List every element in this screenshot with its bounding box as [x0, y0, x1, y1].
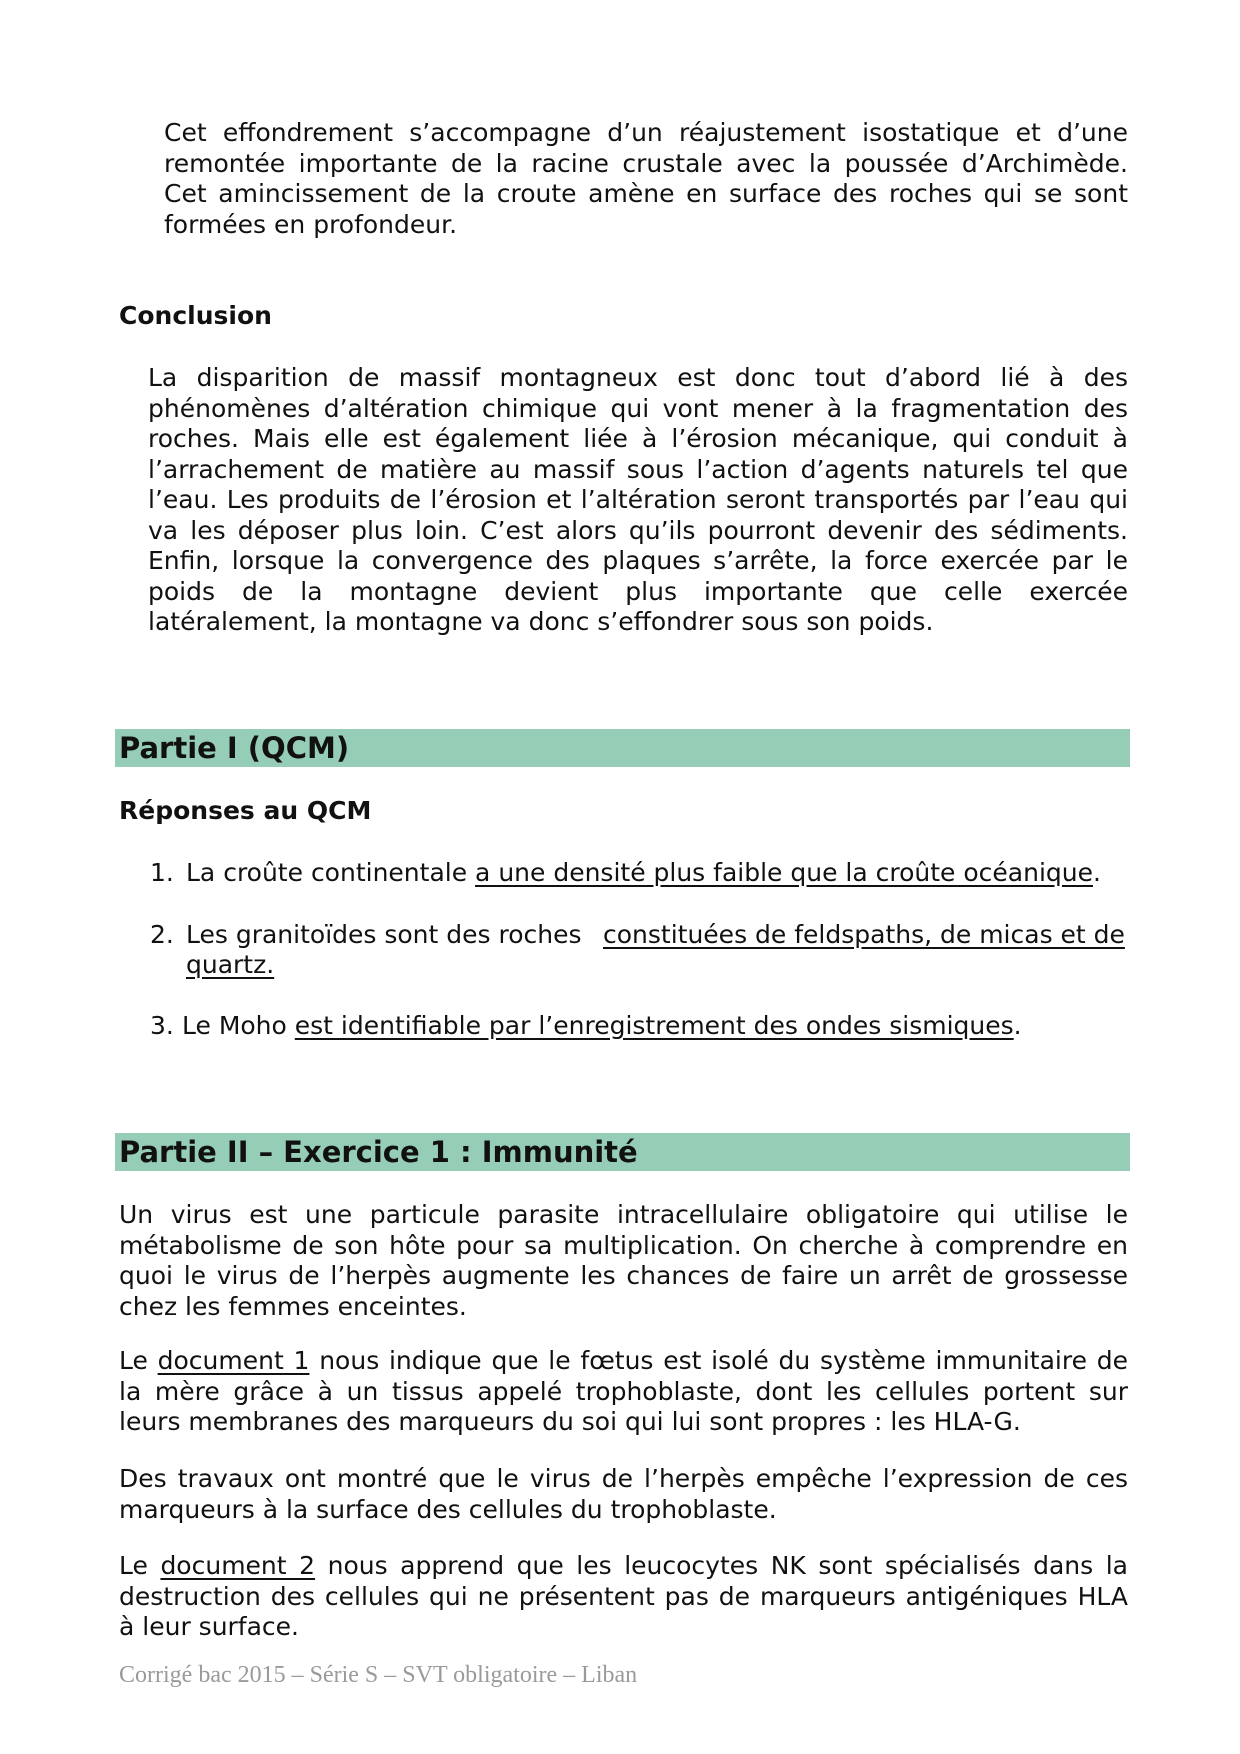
qcm-answer-1 [150, 858, 174, 889]
conclusion-heading: Conclusion [119, 301, 272, 330]
paragraph-text: nous indique que le fœtus est isolé du système immunitaire de la mère grâce à un tissus appelé trophoblaste, dont les cellules portent sur leurs membranes des marqueurs du soi qui lui sont propres : les HLA-G. [119, 1346, 1128, 1436]
qcm-number: 2. [150, 920, 174, 949]
qcm-answer-2-line2 [186, 950, 274, 981]
intro-paragraph: Cet effondrement s’accompagne d’un réajustement isostatique et d’une remontée importante de la racine crustale avec la poussée d’Archimède. Cet amincissement de la croute amène en surface des roches qui se sont formées en profondeur. [164, 118, 1128, 239]
partie2-paragraph-4 [119, 1551, 1128, 1643]
paragraph-prefix: Le [119, 1346, 158, 1375]
partie2-paragraph-1: Un virus est une particule parasite intracellulaire obligatoire qui utilise le métabolisme de son hôte pour sa multiplication. On cherche à comprendre en quoi le virus de l’herpès augmente les chances de faire un arrêt de grossesse chez les femmes enceintes. [119, 1200, 1128, 1321]
qcm-subheading: Réponses au QCM [119, 796, 372, 825]
partie1-header-band [115, 729, 1130, 767]
qcm-number: 3. [150, 1011, 174, 1040]
qcm-answer-2-line1 [603, 920, 1125, 951]
qcm-answer-2 [150, 920, 174, 951]
qcm-answer-1-text [186, 858, 1101, 889]
page-footer: Corrigé bac 2015 – Série S – SVT obligatoire – Liban [119, 1662, 638, 1688]
conclusion-paragraph: La disparition de massif montagneux est donc tout d’abord lié à des phénomènes d’altération chimique qui vont mener à la fragmentation des roches. Mais elle est également liée à l’érosion mécanique, qui conduit à l’arrachement de matière au massif sous l’action d’agents naturels tel que l’eau. Les produits de l’érosion et l’altération seront transportés par l’eau qui va les déposer plus loin. C’est alors qu’ils pourront devenir des sédiments. Enfin, lorsque la convergence des plaques s’arrête, la force exercée par le poids de la montagne devient plus importante que celle exercée latéralement, la montagne va donc s’effondrer sous son poids. [148, 363, 1128, 636]
document-2-reference: document 2 [160, 1551, 316, 1580]
qcm-answer-text: constituées de feldspaths, de micas et de [603, 920, 1125, 949]
paragraph-text: nous apprend que les leucocytes NK sont spécialisés dans la destruction des cellules qui ne présentent pas de marqueurs antigéniques HLA à leur surface. [119, 1551, 1128, 1641]
paragraph-prefix: Le [119, 1551, 161, 1580]
qcm-punctuation: . [1093, 858, 1101, 887]
qcm-answer-text: est identifiable par l’enregistrement des ondes sismiques [294, 1011, 1014, 1040]
qcm-answer-text: a une densité plus faible que la croûte océanique [475, 858, 1093, 887]
partie2-paragraph-3: Des travaux ont montré que le virus de l’herpès empêche l’expression de ces marqueurs à la surface des cellules du trophoblaste. [119, 1464, 1128, 1524]
partie2-header-band [115, 1133, 1130, 1171]
qcm-question-text: Le Moho [182, 1011, 295, 1040]
qcm-number: 1. [150, 858, 174, 887]
qcm-answer-3 [150, 1011, 174, 1042]
qcm-question-text: La croûte continentale [186, 858, 476, 887]
qcm-punctuation: . [1013, 1011, 1022, 1040]
qcm-answer-text-continued: quartz. [186, 950, 275, 979]
qcm-answer-3-text [182, 1011, 1022, 1042]
qcm-answer-2-text [186, 920, 589, 951]
document-1-reference: document 1 [157, 1346, 310, 1375]
partie2-title: Partie II – Exercice 1 : Immunité [119, 1135, 638, 1169]
qcm-question-text: Les granitoïdes sont des roches [186, 920, 590, 949]
partie1-title: Partie I (QCM) [119, 731, 350, 765]
partie2-paragraph-2 [119, 1346, 1128, 1438]
